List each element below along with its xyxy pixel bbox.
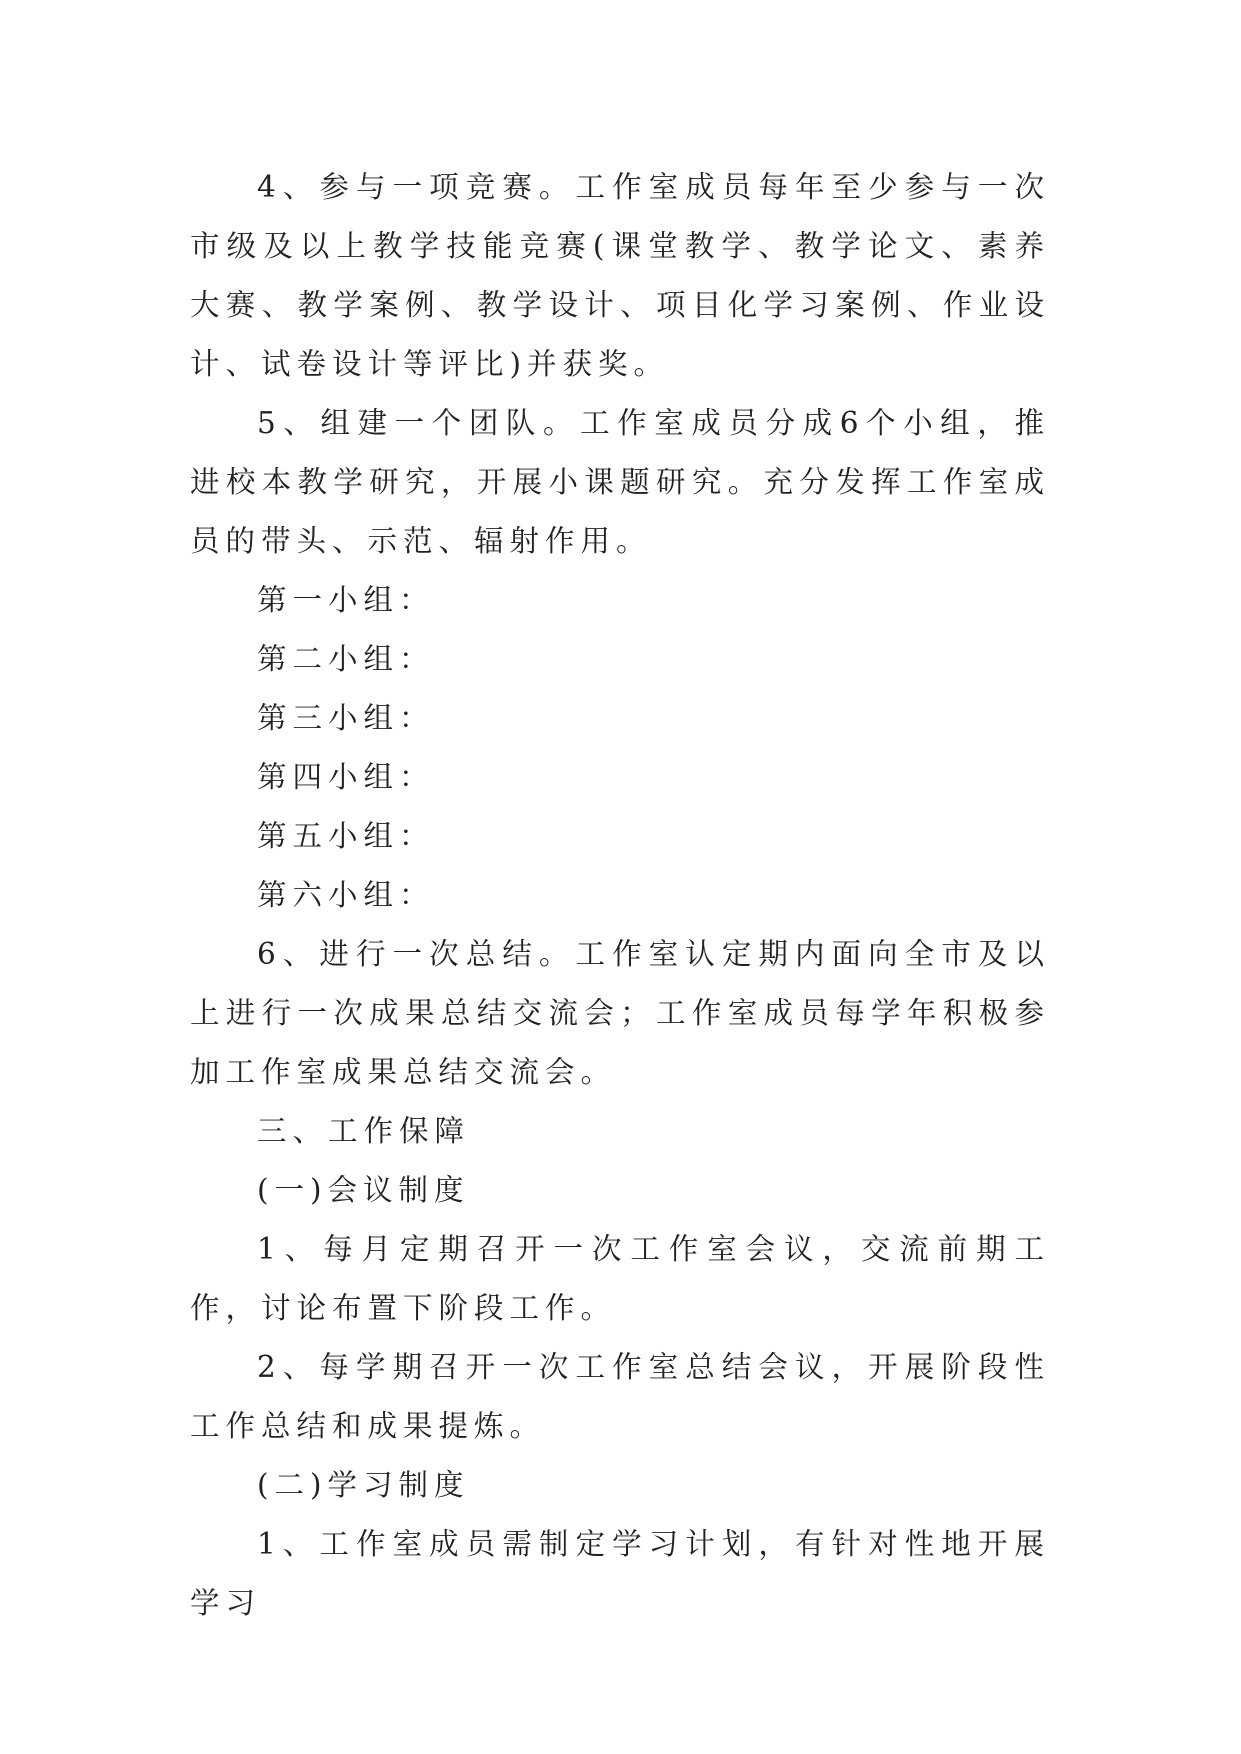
paragraph-study-plan: 1、工作室成员需制定学习计划，有针对性地开展学习	[190, 1527, 1050, 1620]
paragraph-meeting-semester: 2、每学期召开一次工作室总结会议，开展阶段性工作总结和成果提炼。	[190, 1350, 1050, 1443]
paragraph-meeting-monthly: 1、每月定期召开一次工作室会议，交流前期工作，讨论布置下阶段工作。	[190, 1232, 1050, 1325]
group-6-label: 第六小组：	[257, 878, 435, 912]
group-5-label: 第五小组：	[257, 819, 435, 853]
group-2-label: 第二小组：	[257, 642, 435, 676]
paragraph-item-4-competition: 4、参与一项竞赛。工作室成员每年至少参与一次市级及以上教学技能竞赛(课堂教学、教学论文、素养大赛、教学案例、教学设计、项目化学习案例、作业设计、试卷设计等评比)并获奖。	[190, 170, 1050, 381]
subheading-meeting-system: (一)会议制度	[257, 1173, 470, 1207]
group-4-label: 第四小组：	[257, 760, 435, 794]
subheading-study-system: (二)学习制度	[257, 1468, 470, 1502]
paragraph-item-5-team: 5、组建一个团队。工作室成员分成6个小组，推进校本教学研究，开展小课题研究。充分发挥工作室成员的带头、示范、辐射作用。	[190, 406, 1050, 558]
group-3-label: 第三小组：	[257, 701, 435, 735]
group-1-label: 第一小组：	[257, 583, 435, 617]
paragraph-item-6-summary: 6、进行一次总结。工作室认定期内面向全市及以上进行一次成果总结交流会；工作室成员每学年积极参加工作室成果总结交流会。	[190, 937, 1050, 1089]
document-body	[190, 158, 1050, 1633]
section-heading-work-guarantee: 三、工作保障	[257, 1114, 471, 1148]
